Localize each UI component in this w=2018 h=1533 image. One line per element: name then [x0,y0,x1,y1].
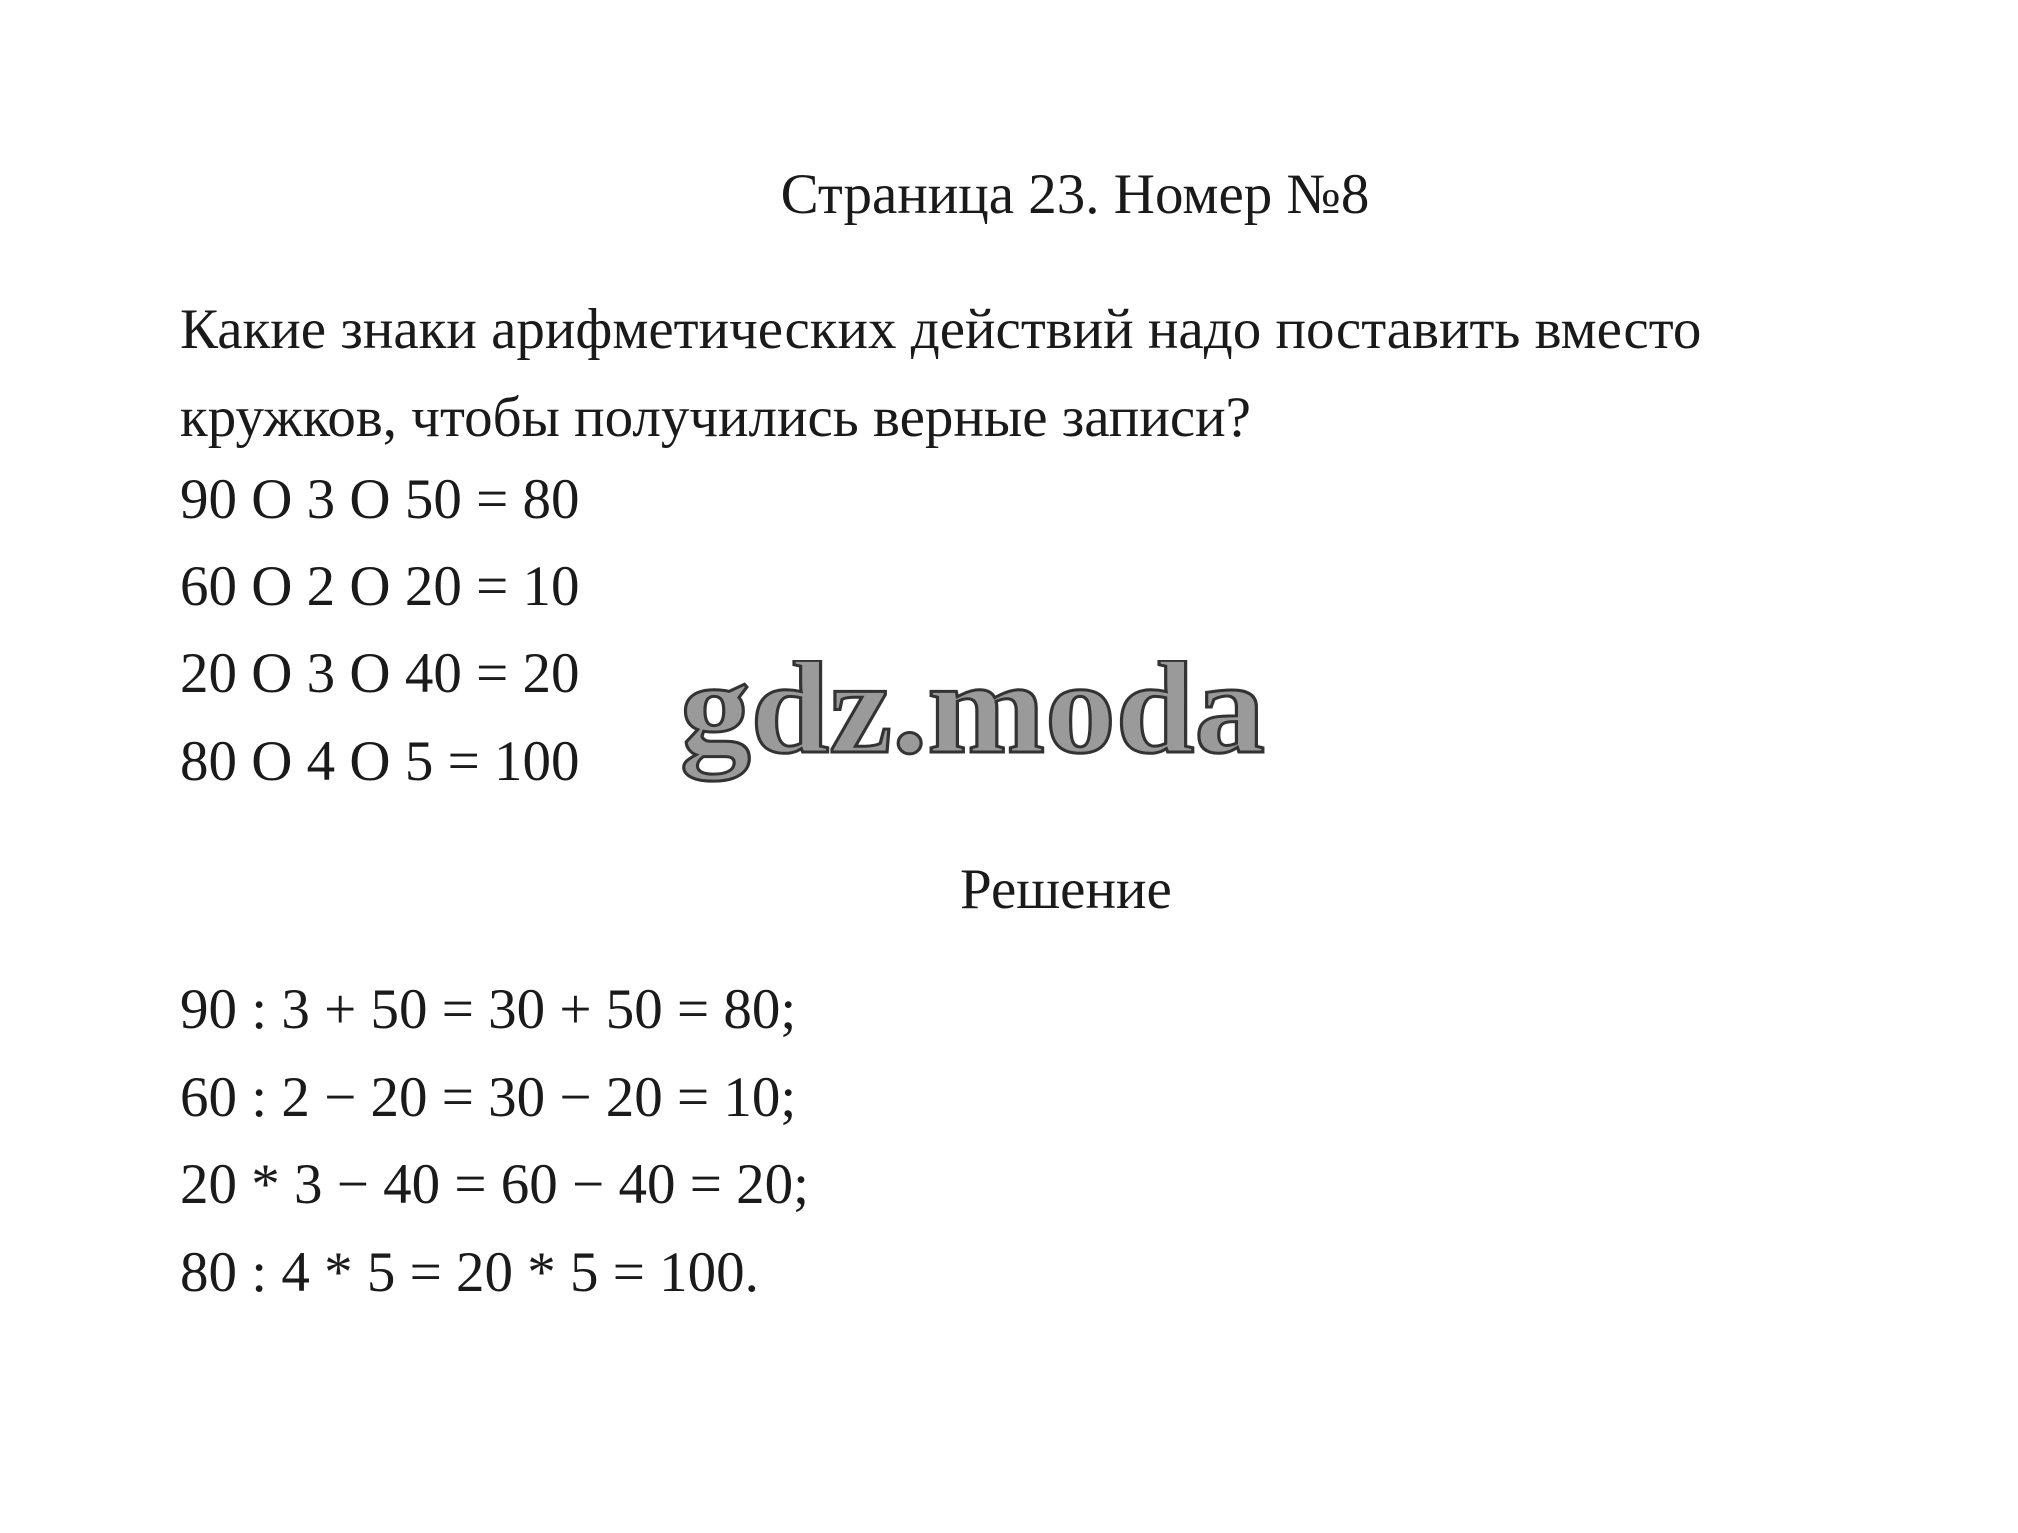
task-expression-3: 20 O 3 O 40 = 20 [180,642,580,705]
question-line-1: Какие знаки арифметических действий надо поставить вместо [180,298,1702,361]
page-title: Страница 23. Номер №8 [780,163,1370,226]
solution-line-2: 60 : 2 − 20 = 30 − 20 = 10; [180,1066,797,1129]
solution-line-4: 80 : 4 * 5 = 20 * 5 = 100. [180,1241,759,1304]
question-text [180,286,1880,462]
question-line-2: кружков, чтобы получились верные записи? [180,386,1251,449]
task-expression-2: 60 O 2 O 20 = 10 [180,555,580,618]
watermark-logo [680,660,1270,800]
task-expression-1: 90 O 3 O 50 = 80 [180,468,580,531]
task-expression-4: 80 O 4 O 5 = 100 [180,730,580,793]
solution-heading: Решение [960,858,1172,921]
solution-line-3: 20 * 3 − 40 = 60 − 40 = 20; [180,1153,809,1216]
solution-line-1: 90 : 3 + 50 = 30 + 50 = 80; [180,978,797,1041]
watermark-text: gdz.moda [680,660,1265,781]
